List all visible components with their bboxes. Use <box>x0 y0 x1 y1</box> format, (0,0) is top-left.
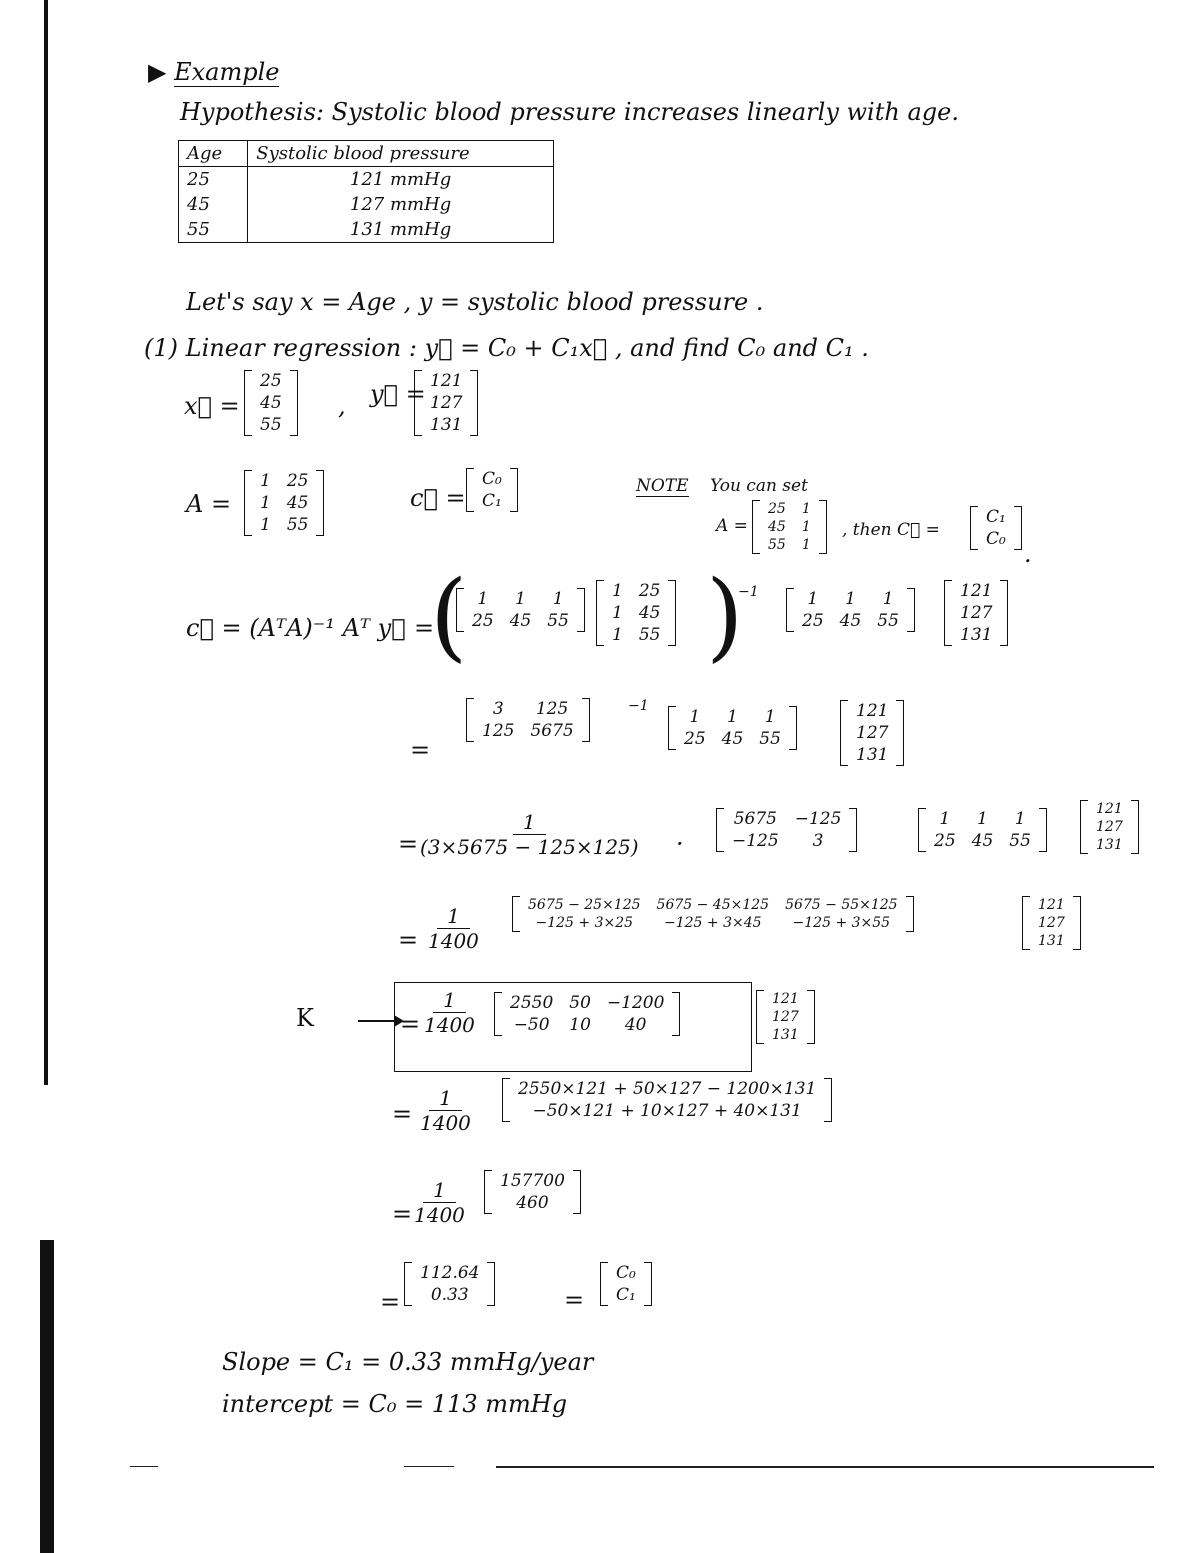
left-bracket <box>752 500 760 554</box>
table-header-pressure: Systolic blood pressure <box>248 141 554 167</box>
matrix-cell: 127 <box>960 603 993 623</box>
left-bracket <box>840 700 848 766</box>
matrix-cell: 55 <box>547 611 569 631</box>
matrix-row <box>502 1014 672 1036</box>
left-bracket <box>944 580 952 646</box>
matrix-cell: 1 <box>845 589 856 609</box>
right-bracket <box>849 808 857 852</box>
matrix-row <box>794 610 907 632</box>
matrix-row <box>952 624 1000 646</box>
matrix-cell: 55 <box>877 611 899 631</box>
matrix-row <box>412 1284 487 1306</box>
matrix-cell: 1 <box>764 707 776 727</box>
matrix-cell: −125 + 3×25 <box>535 915 634 931</box>
matrix-row <box>474 490 510 512</box>
table-cell: 55 <box>187 219 210 240</box>
matrix-row <box>604 580 668 602</box>
matrix-row <box>978 506 1014 528</box>
matrix-cell: 1 <box>612 603 623 623</box>
right-bracket <box>668 580 676 646</box>
matrix-cell: 25 <box>260 371 282 391</box>
matrix-cell: 121 <box>772 991 799 1007</box>
matrix-row <box>952 602 1000 624</box>
fraction-numerator: 1 <box>513 810 546 835</box>
step1-text: (1) Linear regression : y⃗ = C₀ + C₁x⃗ , and find C₀ and C₁ . <box>144 334 869 362</box>
matrix-cell: 10 <box>569 1015 591 1035</box>
matrix-cell: 1 <box>260 471 271 491</box>
matrix-row <box>502 992 672 1014</box>
left-bracket <box>918 808 926 852</box>
left-bracket <box>466 468 474 512</box>
lets-say-text: Let's say x = Age , y = systolic blood pressure . <box>186 288 764 316</box>
matrix-cell: 5675 − 25×125 <box>528 897 641 913</box>
matrix-cell: 131 <box>1038 933 1065 949</box>
open-paren: ( <box>430 560 468 672</box>
matrix-cell: C₀ <box>482 469 502 489</box>
right-bracket <box>290 370 298 436</box>
dot-operator: · <box>676 830 684 858</box>
det-fraction <box>420 810 639 859</box>
left-bracket <box>1022 896 1030 950</box>
matrix-row <box>1030 914 1073 932</box>
matrix-row <box>252 370 290 392</box>
matrix-cell: 1 <box>801 537 811 553</box>
note-title: NOTE <box>636 476 689 496</box>
matrix-a-transpose-4 <box>918 808 1047 852</box>
matrix-cell: 1 <box>977 809 988 829</box>
matrix-row <box>422 392 470 414</box>
note-a-matrix <box>752 500 827 554</box>
matrix-row <box>474 468 510 490</box>
matrix-cell: −125 <box>732 831 779 851</box>
matrix-cell: 1 <box>807 589 819 609</box>
y-vector-label: y⃗ = <box>370 380 426 408</box>
matrix-row <box>676 728 789 750</box>
footer-rule-long <box>496 1466 1154 1468</box>
matrix-cell: 25 <box>286 471 309 491</box>
matrix-row <box>724 830 849 852</box>
matrix-cell: 1 <box>260 515 271 535</box>
matrix-cell: 1 <box>882 589 894 609</box>
matrix-row <box>422 414 470 436</box>
matrix-row <box>1088 800 1131 818</box>
left-bracket <box>466 698 474 742</box>
example-heading <box>148 58 279 86</box>
right-bracket <box>644 1262 652 1306</box>
matrix-cell: 55 <box>768 537 786 553</box>
left-bracket <box>786 588 794 632</box>
note-a-label: A = <box>716 516 748 536</box>
matrix-row <box>252 392 290 414</box>
eq-sign: = <box>392 1100 413 1128</box>
matrix-cell: −50 <box>513 1015 550 1035</box>
left-bracket <box>494 992 502 1036</box>
matrix-row <box>764 990 807 1008</box>
right-bracket <box>577 588 585 632</box>
matrix-row <box>422 370 470 392</box>
eq-sign: = <box>398 926 419 954</box>
fraction-denominator: 1400 <box>420 1111 471 1135</box>
matrix-a-transpose-3 <box>668 706 797 750</box>
right-bracket <box>487 1262 495 1306</box>
fraction-denominator: 1400 <box>428 929 479 953</box>
fraction-numerator: 1 <box>437 904 470 929</box>
right-bracket <box>907 588 915 632</box>
fraction-1400-b <box>420 1086 471 1135</box>
vector-y-copy-3 <box>1080 800 1139 854</box>
left-bracket <box>244 470 252 536</box>
right-bracket <box>1073 896 1081 950</box>
matrix-cell: 5675 − 55×125 <box>785 897 898 913</box>
matrix-ata <box>466 698 590 742</box>
note-then: , then C⃗ = <box>842 520 940 540</box>
matrix-cell: 55 <box>1009 831 1031 851</box>
matrix-row <box>952 580 1000 602</box>
matrix-a-transpose-2 <box>786 588 915 632</box>
inverse-exponent: −1 <box>738 584 759 600</box>
note-period: . <box>1024 540 1032 568</box>
fraction-numerator: 1 <box>429 1086 462 1111</box>
matrix-cell: 25 <box>768 501 786 517</box>
matrix-cell: 45 <box>509 611 532 631</box>
matrix-cell: −50×121 + 10×127 + 40×131 <box>532 1101 802 1121</box>
table-row <box>179 167 554 193</box>
matrix-cell: 25 <box>802 611 824 631</box>
left-bracket <box>502 1078 510 1122</box>
matrix-cell: 131 <box>856 745 889 765</box>
left-bracket <box>756 990 764 1044</box>
matrix-row <box>604 602 668 624</box>
left-bracket <box>414 370 422 436</box>
matrix-row <box>760 500 819 518</box>
matrix-cell: 131 <box>1096 837 1123 853</box>
table-row <box>179 217 554 243</box>
matrix-cell: 5675 <box>530 721 574 741</box>
matrix-cell: 1 <box>801 519 811 535</box>
matrix-row <box>510 1078 824 1100</box>
matrix-a-copy <box>596 580 676 646</box>
matrix-row <box>608 1284 644 1306</box>
note-block <box>636 476 808 496</box>
right-bracket <box>573 1170 581 1214</box>
matrix-cell: 1 <box>260 493 271 513</box>
matrix-row <box>794 588 907 610</box>
left-bracket <box>600 1262 608 1306</box>
vector-c-final <box>600 1262 652 1306</box>
table-header-age: Age <box>179 141 248 167</box>
matrix-cell: 125 <box>535 699 569 719</box>
y-vector <box>414 370 478 436</box>
right-bracket <box>470 370 478 436</box>
matrix-a-transpose <box>456 588 585 632</box>
right-bracket <box>1014 506 1022 550</box>
matrix-cell: 131 <box>772 1027 799 1043</box>
eq-sign: = <box>414 614 435 642</box>
matrix-cell: 1 <box>552 589 564 609</box>
page-edge-bar-thick <box>40 1240 54 1553</box>
matrix-cell: 112.64 <box>420 1263 480 1283</box>
matrix-cell: 121 <box>856 701 889 721</box>
page-edge-bar <box>44 0 48 1085</box>
matrix-cell: 127 <box>772 1009 799 1025</box>
fraction-numerator: 1 <box>433 988 466 1013</box>
eq-sign: = <box>398 830 419 858</box>
matrix-row <box>464 588 577 610</box>
matrix-cell: 127 <box>1096 819 1123 835</box>
matrix-cell: 131 <box>960 625 993 645</box>
footer-rule-short <box>130 1466 158 1467</box>
table-cell: 25 <box>187 169 210 190</box>
close-paren: ) <box>706 560 744 672</box>
matrix-cell: 1 <box>1014 809 1026 829</box>
right-bracket <box>819 500 827 554</box>
matrix-cell: 1 <box>515 589 526 609</box>
x-vector <box>244 370 298 436</box>
right-bracket <box>824 1078 832 1122</box>
right-bracket <box>789 706 797 750</box>
matrix-cell: 127 <box>856 723 889 743</box>
matrix-row <box>412 1262 487 1284</box>
matrix-cell: 460 <box>516 1193 549 1213</box>
matrix-cell: C₁ <box>986 507 1006 527</box>
age-pressure-table <box>178 140 554 243</box>
eq-sign: = <box>400 1010 421 1038</box>
matrix-cell: 55 <box>260 415 282 435</box>
matrix-cell: 3 <box>812 831 824 851</box>
left-bracket <box>970 506 978 550</box>
vector-c <box>466 468 518 512</box>
comma: , <box>338 392 346 420</box>
left-bracket <box>596 580 604 646</box>
matrix-cell: −125 + 3×55 <box>792 915 891 931</box>
matrix-row <box>724 808 849 830</box>
right-bracket <box>1131 800 1139 854</box>
vector-y-copy <box>944 580 1008 646</box>
slope-result: Slope = C₁ = 0.33 mmHg/year <box>222 1348 594 1376</box>
matrix-cell: 45 <box>721 729 744 749</box>
fraction-denominator: 1400 <box>414 1203 465 1227</box>
matrix-row <box>608 1262 644 1284</box>
matrix-row <box>252 492 316 514</box>
matrix-cell: 1 <box>612 625 623 645</box>
matrix-cell: 25 <box>934 831 956 851</box>
matrix-a-label: A = <box>186 490 232 518</box>
fraction-1400 <box>428 904 479 953</box>
matrix-row <box>1030 896 1073 914</box>
matrix-cell: 1 <box>477 589 489 609</box>
matrix-row <box>474 698 582 720</box>
matrix-row <box>926 830 1039 852</box>
matrix-cell: 45 <box>286 493 309 513</box>
line1-lhs: c⃗ = (AᵀA)⁻¹ Aᵀ y⃗ <box>186 614 406 642</box>
matrix-adjugate <box>716 808 857 852</box>
footer-rule-mid <box>404 1466 454 1467</box>
matrix-cell: C₀ <box>986 529 1006 549</box>
eq-sign: = <box>564 1286 585 1314</box>
matrix-cell: C₁ <box>482 491 502 511</box>
matrix-k <box>494 992 680 1036</box>
matrix-product <box>502 1078 832 1122</box>
matrix-row <box>978 528 1014 550</box>
eq-sign: = <box>410 736 431 764</box>
right-bracket <box>1000 580 1008 646</box>
vector-y-copy-5 <box>756 990 815 1044</box>
matrix-cell: 40 <box>624 1015 647 1035</box>
note-text: You can set <box>709 476 808 496</box>
vector-y-copy-4 <box>1022 896 1081 950</box>
matrix-row <box>1030 932 1073 950</box>
table-cell: 45 <box>187 194 210 215</box>
right-bracket <box>807 990 815 1044</box>
matrix-expanded <box>512 896 914 932</box>
vector-c-label: c⃗ = <box>410 484 466 512</box>
fraction-denominator: 1400 <box>424 1013 475 1037</box>
matrix-cell: 121 <box>1038 897 1065 913</box>
matrix-cell: 45 <box>638 603 661 623</box>
vector-result <box>484 1170 581 1214</box>
matrix-row <box>474 720 582 742</box>
matrix-row <box>252 514 316 536</box>
right-bracket <box>1039 808 1047 852</box>
table-cell: 131 mmHg <box>248 217 554 243</box>
matrix-cell: 1 <box>727 707 738 727</box>
heading-title: Example <box>174 58 280 86</box>
right-bracket <box>582 698 590 742</box>
matrix-row <box>848 722 896 744</box>
matrix-cell: 2550 <box>510 993 554 1013</box>
matrix-cell: 5675 <box>733 809 777 829</box>
fraction-denominator: (3×5675 − 125×125) <box>420 835 639 859</box>
matrix-cell: 1 <box>612 581 623 601</box>
matrix-cell: −125 <box>794 809 842 829</box>
matrix-row <box>848 700 896 722</box>
table-cell: 127 mmHg <box>248 192 554 217</box>
left-bracket <box>716 808 724 852</box>
matrix-cell: 1 <box>939 809 951 829</box>
inverse-exponent: −1 <box>628 698 649 714</box>
matrix-cell: 1 <box>801 501 811 517</box>
vector-final <box>404 1262 495 1306</box>
table-cell: 121 mmHg <box>248 167 554 193</box>
left-bracket <box>456 588 464 632</box>
matrix-row <box>760 518 819 536</box>
matrix-cell: 50 <box>569 993 591 1013</box>
table-row <box>179 192 554 217</box>
matrix-row <box>764 1008 807 1026</box>
matrix-row <box>1088 836 1131 854</box>
matrix-row <box>464 610 577 632</box>
matrix-row <box>676 706 789 728</box>
matrix-cell: 157700 <box>500 1171 565 1191</box>
left-bracket <box>1080 800 1088 854</box>
left-bracket <box>484 1170 492 1214</box>
matrix-cell: 0.33 <box>430 1285 469 1305</box>
matrix-row <box>760 536 819 554</box>
x-vector-label: x⃗ = <box>184 392 240 420</box>
matrix-cell: C₀ <box>616 1263 636 1283</box>
matrix-cell: 125 <box>482 721 515 741</box>
left-bracket <box>512 896 520 932</box>
matrix-cell: 25 <box>684 729 706 749</box>
matrix-cell: 45 <box>971 831 994 851</box>
matrix-cell: 121 <box>960 581 993 601</box>
fraction-1400-c <box>414 1178 465 1227</box>
matrix-row <box>764 1026 807 1044</box>
right-bracket <box>906 896 914 932</box>
matrix-cell: 55 <box>638 625 661 645</box>
matrix-row <box>510 1100 824 1122</box>
matrix-cell: 3 <box>492 699 504 719</box>
matrix-cell: 131 <box>430 415 463 435</box>
matrix-cell: 55 <box>759 729 781 749</box>
matrix-row <box>520 914 906 932</box>
matrix-row <box>1088 818 1131 836</box>
right-bracket <box>316 470 324 536</box>
matrix-cell: 1 <box>689 707 701 727</box>
matrix-cell: 127 <box>1038 915 1065 931</box>
fraction-numerator: 1 <box>423 1178 456 1203</box>
hypothesis-text: Hypothesis: Systolic blood pressure increases linearly with age. <box>180 98 959 126</box>
left-bracket <box>404 1262 412 1306</box>
right-bracket <box>672 992 680 1036</box>
matrix-row <box>520 896 906 914</box>
left-bracket <box>668 706 676 750</box>
matrix-cell: 25 <box>638 581 661 601</box>
matrix-cell: 55 <box>286 515 309 535</box>
matrix-row <box>926 808 1039 830</box>
matrix-cell: −1200 <box>606 993 665 1013</box>
note-c-vector <box>970 506 1022 550</box>
matrix-row <box>492 1170 573 1192</box>
eq-sign: = <box>392 1200 413 1228</box>
matrix-row <box>492 1192 573 1214</box>
matrix-row <box>252 414 290 436</box>
k-label: K <box>296 1004 314 1032</box>
matrix-cell: 45 <box>839 611 862 631</box>
right-bracket <box>510 468 518 512</box>
right-bracket <box>896 700 904 766</box>
matrix-cell: 45 <box>768 519 786 535</box>
heading-marker: ▶ <box>148 58 167 86</box>
fraction-1400-k <box>424 988 475 1037</box>
matrix-cell: 121 <box>430 371 463 391</box>
matrix-cell: 121 <box>1096 801 1123 817</box>
matrix-cell: 2550×121 + 50×127 − 1200×131 <box>518 1079 817 1099</box>
matrix-cell: 25 <box>472 611 494 631</box>
matrix-a <box>244 470 324 536</box>
eq-sign: = <box>380 1288 401 1316</box>
matrix-row <box>848 744 896 766</box>
matrix-cell: 45 <box>260 393 282 413</box>
intercept-result: intercept = C₀ = 113 mmHg <box>222 1390 568 1418</box>
matrix-cell: 127 <box>430 393 463 413</box>
left-bracket <box>244 370 252 436</box>
matrix-row <box>252 470 316 492</box>
matrix-row <box>604 624 668 646</box>
matrix-cell: 5675 − 45×125 <box>656 897 770 913</box>
matrix-cell: −125 + 3×45 <box>664 915 762 931</box>
k-arrow-icon <box>358 1020 402 1022</box>
matrix-cell: C₁ <box>616 1285 636 1305</box>
vector-y-copy-2 <box>840 700 904 766</box>
